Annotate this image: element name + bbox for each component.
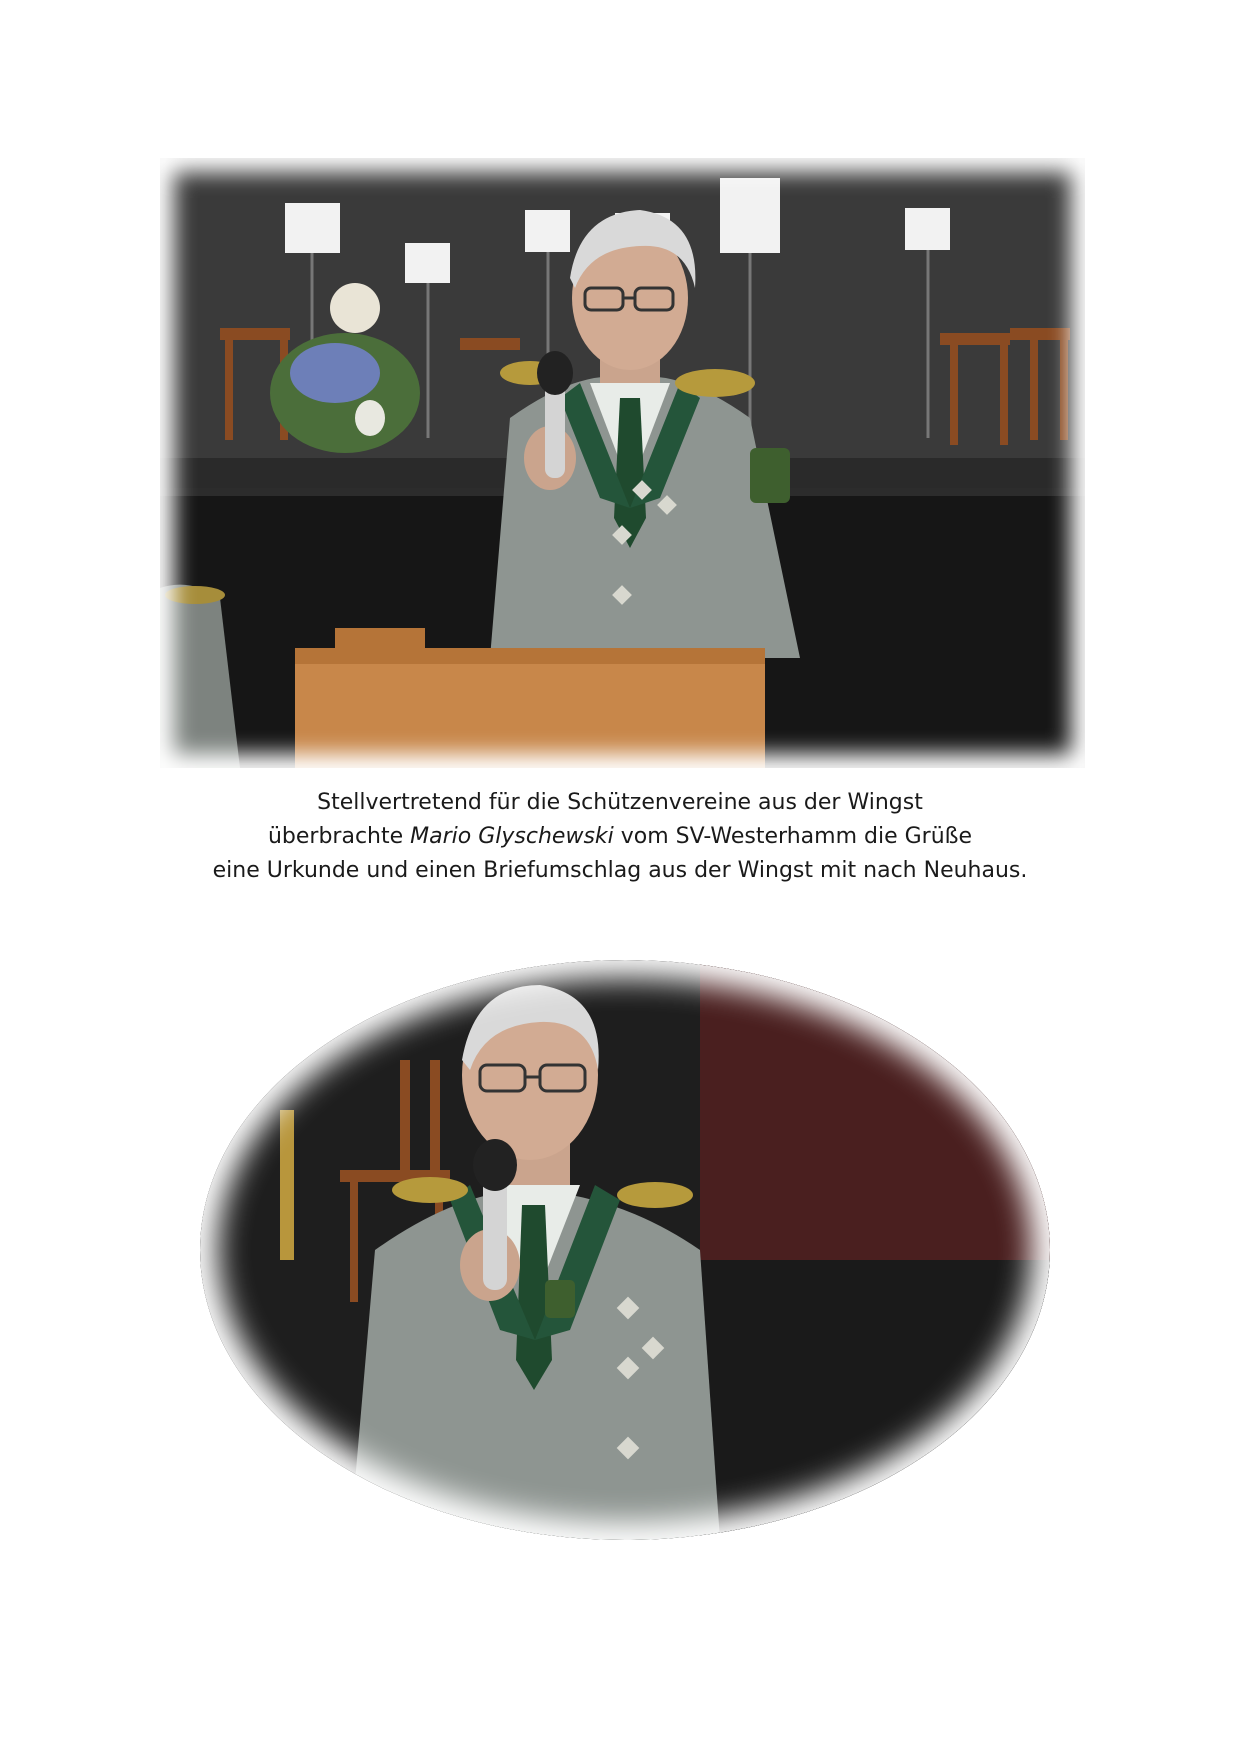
- caption-line-2-end: vom SV-Westerhamm die Grüße: [613, 824, 973, 849]
- caption-line-1: Stellvertretend für die Schützenvereine aus der Wingst: [317, 790, 923, 815]
- speaker-name: Mario Glyschewski: [410, 824, 614, 849]
- caption-line-2-start: überbrachte: [267, 824, 411, 849]
- caption-line-2: [100, 820, 1140, 854]
- caption-line-3: eine Urkunde und einen Briefumschlag aus der Wingst mit nach Neuhaus.: [212, 858, 1028, 883]
- photo-caption: [100, 786, 1140, 888]
- photo-speaker-closeup-oval: [200, 960, 1050, 1540]
- photo-speaker-at-lectern: [160, 158, 1085, 768]
